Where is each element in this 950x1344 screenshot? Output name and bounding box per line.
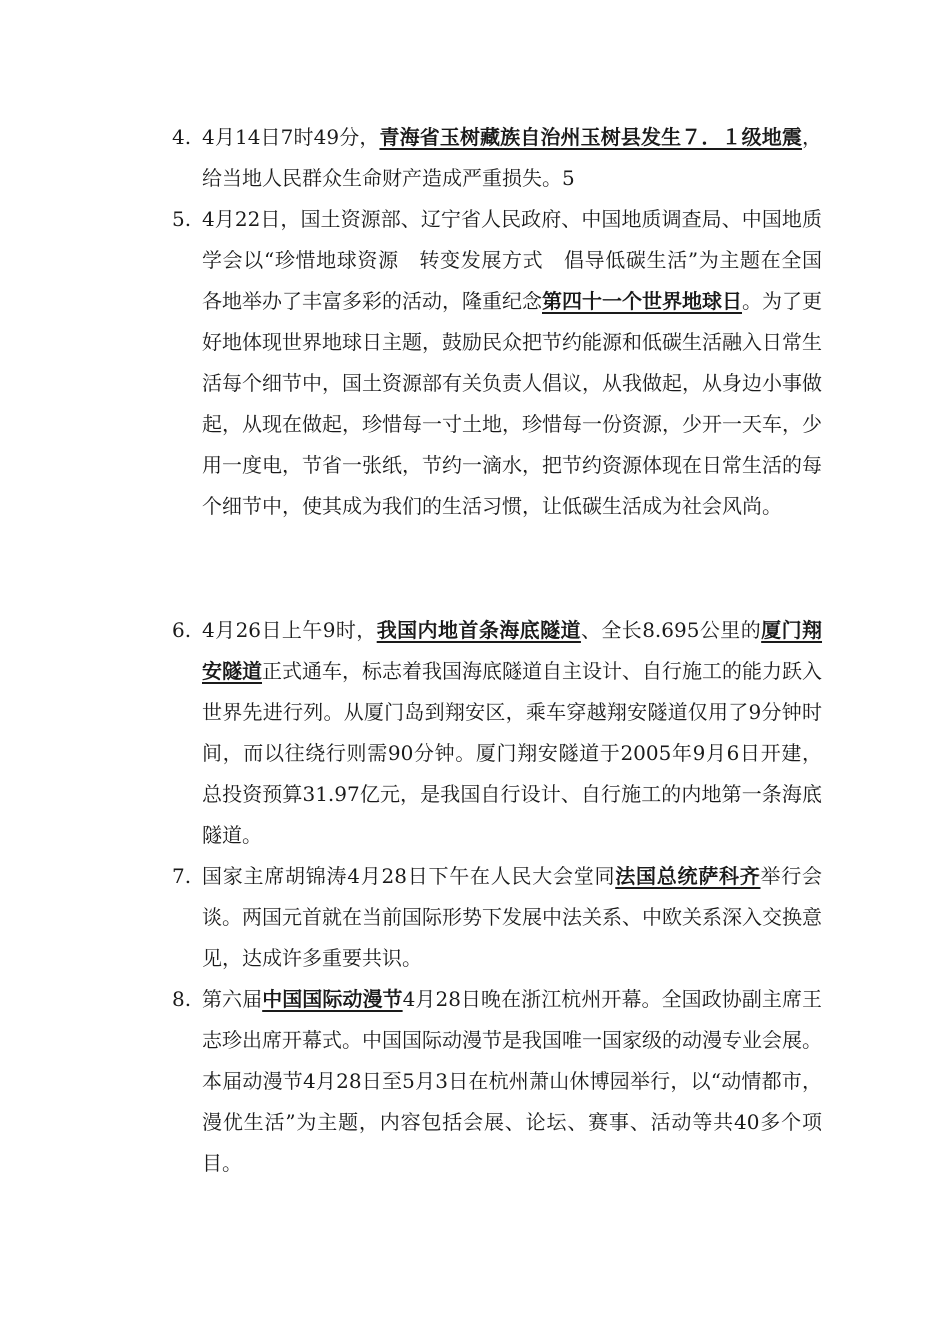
highlighted-keyword: 第四十一个世界地球日 bbox=[542, 289, 742, 313]
highlighted-keyword: 厦门翔安隧道 bbox=[202, 618, 823, 683]
text-segment: ，给当地人民群众生命财产造成严重损失。5 bbox=[202, 125, 823, 190]
list-item bbox=[172, 117, 822, 199]
text-segment: 4月28日晚在浙江杭州开幕。全国政协副主席王志珍出席开幕式。中国国际动漫节是我国唯一国家级的动漫专业会展。本届动漫节4月28日至5月3日在杭州萧山休博园举行，以“动情都市，漫优生活”为主题，内容包括会展、论坛、赛事、活动等共40多个项目。 bbox=[202, 987, 823, 1175]
text-segment: 举行会谈。两国元首就在当前国际形势下发展中法关系、中欧关系深入交换意见，达成许多重要共识。 bbox=[202, 864, 822, 970]
item-text bbox=[202, 610, 822, 856]
list-item bbox=[172, 199, 822, 527]
item-text bbox=[202, 979, 822, 1184]
list-item bbox=[172, 610, 822, 856]
highlighted-keyword: 我国内地首条海底隧道 bbox=[376, 618, 581, 642]
highlighted-keyword: 中国国际动漫节 bbox=[262, 987, 403, 1011]
text-segment: 4月14日7时49分， bbox=[202, 125, 380, 149]
item-number: 5. bbox=[172, 207, 192, 231]
list-item bbox=[172, 979, 822, 1184]
text-segment: 、全长8.695公里的 bbox=[580, 618, 762, 642]
text-segment: 第六届 bbox=[202, 987, 263, 1011]
text-segment: 。为了更好地体现世界地球日主题，鼓励民众把节约能源和低碳生活融入日常生活每个细节中，国土资源部有关负责人倡议，从我做起，从身边小事做起，从现在做起，珍惜每一寸土地，珍惜每一份资源，少开一天车，少用一度电，节省一张纸，节约一滴水，把节约资源体现在日常生活的每个细节中，使其成为我们的生活习惯，让低碳生活成为社会风尚。 bbox=[202, 289, 822, 518]
item-number: 8. bbox=[172, 987, 192, 1011]
text-segment: 国家主席胡锦涛4月28日下午在人民大会堂同 bbox=[202, 864, 616, 888]
text-segment: 正式通车，标志着我国海底隧道自主设计、自行施工的能力跃入世界先进行列。从厦门岛到翔安区，乘车穿越翔安隧道仅用了9分钟时间，而以往绕行则需90分钟。厦门翔安隧道于2005年9月6日开建，总投资预算31.97亿元，是我国自行设计、自行施工的内地第一条海底隧道。 bbox=[202, 659, 822, 847]
text-segment: 4月22日，国土资源部、辽宁省人民政府、中国地质调查局、中国地质学会以“珍惜地球资源 转变发展方式 倡导低碳生活”为主题在全国各地举办了丰富多彩的活动，隆重纪念 bbox=[202, 207, 822, 313]
item-number: 6. bbox=[172, 618, 192, 642]
text-segment: 4月26日上午9时， bbox=[202, 618, 377, 642]
item-number: 4. bbox=[172, 125, 192, 149]
item-text bbox=[202, 117, 822, 199]
highlighted-keyword: 青海省玉树藏族自治州玉树县发生７．１级地震 bbox=[379, 125, 803, 149]
item-text bbox=[202, 856, 822, 979]
list-item bbox=[172, 856, 822, 979]
highlighted-keyword: 法国总统萨科齐 bbox=[615, 864, 761, 888]
item-number: 7. bbox=[172, 864, 192, 888]
item-text bbox=[202, 199, 822, 527]
